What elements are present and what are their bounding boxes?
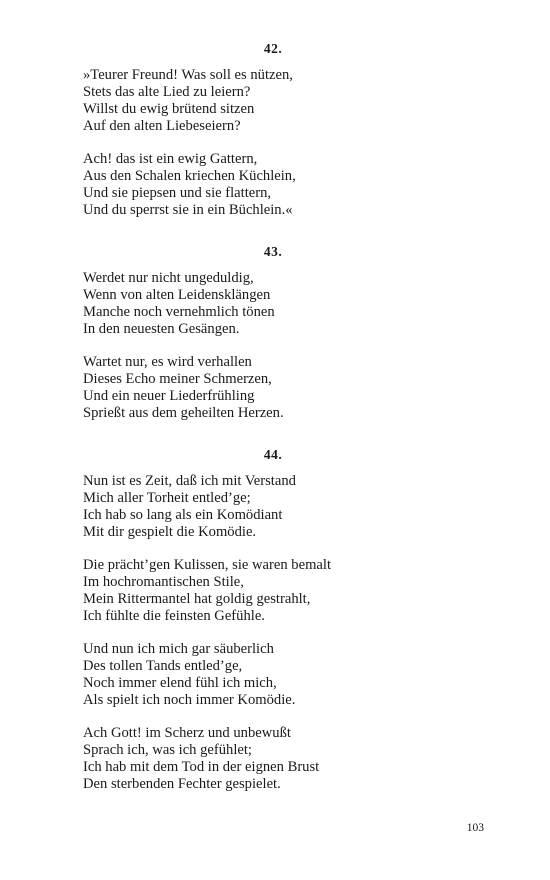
verse-line: Ach! das ist ein ewig Gattern, (83, 151, 258, 167)
verse-line: Mich aller Torheit entled’ge; (83, 490, 251, 506)
verse-line: Mit dir gespielt die Komödie. (83, 524, 257, 540)
stanza (83, 151, 503, 219)
verse-line: Ich hab so lang als ein Komödiant (83, 507, 283, 523)
poem-number: 42. (263, 41, 283, 56)
verse-line: Als spielt ich noch immer Komödie. (83, 692, 296, 708)
verse-line: Manche noch vernehmlich tönen (83, 304, 275, 320)
poem-number: 44. (263, 447, 283, 462)
stanza (83, 641, 503, 709)
verse-line: Ach Gott! im Scherz und unbewußt (83, 725, 291, 741)
verse-line: Stets das alte Lied zu leiern? (83, 84, 251, 100)
verse-line: Des tollen Tands entled’ge, (83, 658, 243, 674)
page-number: 103 (466, 822, 484, 834)
verse-line: Werdet nur nicht ungeduldig, (83, 270, 254, 286)
poem-43 (83, 244, 503, 438)
verse-line: Und du sperrst sie in ein Büchlein.« (83, 202, 293, 218)
verse-line: Ich hab mit dem Tod in der eignen Brust (83, 759, 320, 775)
verse-line: Die prächt’gen Kulissen, sie waren bemalt (83, 557, 332, 573)
stanza (83, 473, 503, 541)
verse-line: Und nun ich mich gar säuberlich (83, 641, 274, 657)
stanza (83, 67, 503, 135)
stanza (83, 557, 503, 625)
poem-42 (83, 41, 503, 235)
verse-line: Dieses Echo meiner Schmerzen, (83, 371, 272, 387)
verse-line: Mein Rittermantel hat goldig gestrahlt, (83, 591, 311, 607)
verse-line: Und sie piepsen und sie flattern, (83, 185, 272, 201)
verse-line: Wartet nur, es wird verhallen (83, 354, 252, 370)
poem-number: 43. (263, 244, 283, 259)
verse-line: Und ein neuer Liederfrühling (83, 388, 255, 404)
verse-line: Willst du ewig brütend sitzen (83, 101, 255, 117)
verse-line: Nun ist es Zeit, daß ich mit Verstand (83, 473, 296, 489)
verse-line: Sprach ich, was ich gefühlet; (83, 742, 252, 758)
stanza (83, 270, 503, 338)
verse-line: Auf den alten Liebeseiern? (83, 118, 241, 134)
verse-line: Den sterbenden Fechter gespielet. (83, 776, 281, 792)
verse-line: Noch immer elend fühl ich mich, (83, 675, 277, 691)
stanza (83, 354, 503, 422)
verse-line: Sprießt aus dem geheilten Herzen. (83, 405, 284, 421)
poem-44 (83, 447, 503, 809)
verse-line: »Teurer Freund! Was soll es nützen, (83, 67, 293, 83)
verse-line: Aus den Schalen kriechen Küchlein, (83, 168, 296, 184)
verse-line: In den neuesten Gesängen. (83, 321, 240, 337)
verse-line: Wenn von alten Leidensklängen (83, 287, 271, 303)
verse-line: Ich fühlte die feinsten Gefühle. (83, 608, 265, 624)
stanza (83, 725, 503, 793)
verse-line: Im hochromantischen Stile, (83, 574, 244, 590)
